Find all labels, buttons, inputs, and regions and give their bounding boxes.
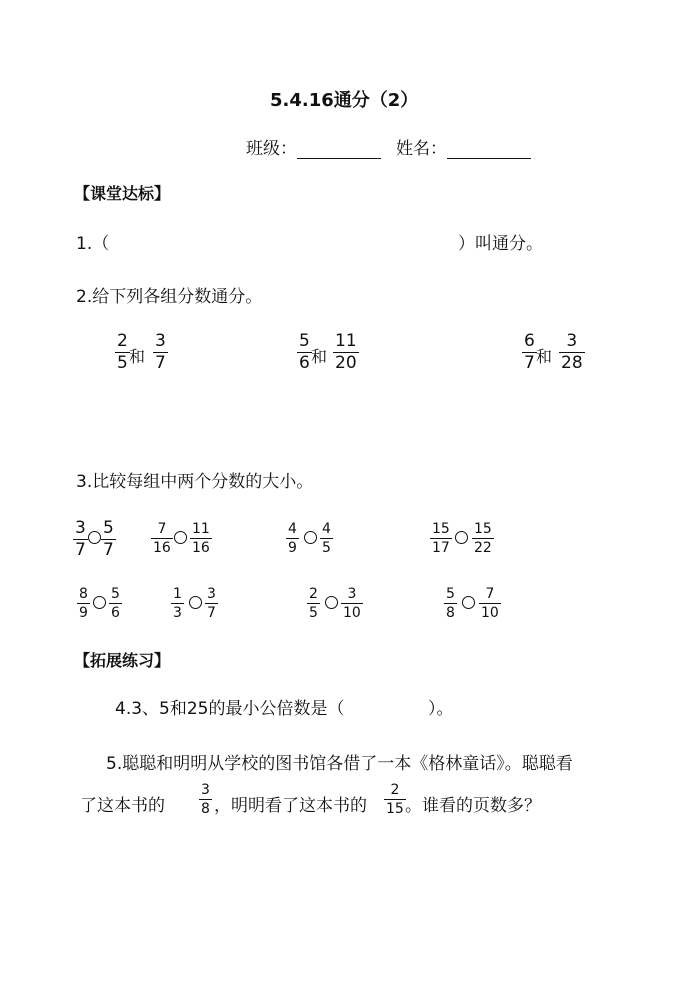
q1-prefix: 1.（ — [76, 234, 110, 254]
fraction: 5 8 — [446, 586, 455, 621]
compare-circle[interactable] — [455, 531, 468, 544]
name-field — [396, 134, 531, 159]
q4-text-after: ）。 — [428, 699, 454, 719]
section-heading-extension: 【拓展练习】 — [74, 651, 171, 670]
class-blank[interactable] — [297, 140, 381, 159]
fraction: 3 7 — [75, 518, 86, 560]
fraction: 2 15 — [386, 782, 404, 817]
q4-answer-blank[interactable] — [372, 691, 426, 713]
section-heading-classroom: 【课堂达标】 — [74, 184, 171, 203]
name-blank[interactable] — [447, 140, 531, 159]
fraction: 5 6 — [299, 331, 310, 373]
fraction: 15 17 — [432, 521, 450, 556]
fraction: 6 7 — [524, 331, 535, 373]
q5-line-1: 5.聪聪和明明从学校的图书馆各借了一本《格林童话》。聪聪看 — [106, 754, 573, 774]
q4-text-before: 4.3、5和25的最小公倍数是（ — [115, 699, 345, 719]
fraction: 3 7 — [155, 331, 166, 373]
fraction: 2 5 — [117, 331, 128, 373]
q1-answer-blank[interactable] — [116, 226, 456, 248]
fraction: 1 3 — [173, 586, 182, 621]
fraction: 8 9 — [79, 586, 88, 621]
compare-circle[interactable] — [325, 596, 338, 609]
compare-circle[interactable] — [304, 531, 317, 544]
fraction: 4 9 — [288, 521, 297, 556]
fraction: 7 16 — [153, 521, 171, 556]
compare-circle[interactable] — [462, 596, 475, 609]
compare-circle[interactable] — [189, 596, 202, 609]
q5-line-2-middle: ，明明看了这本书的 — [214, 796, 367, 816]
and-word: 和 — [129, 347, 146, 366]
name-label: 姓名： — [396, 139, 447, 159]
fraction: 15 22 — [474, 521, 492, 556]
compare-circle[interactable] — [88, 531, 101, 544]
q5-line-2-start: 了这本书的 — [80, 796, 165, 816]
fraction: 3 10 — [343, 586, 361, 621]
and-word: 和 — [311, 347, 328, 366]
fraction: 3 8 — [201, 782, 210, 817]
compare-circle[interactable] — [93, 596, 106, 609]
fraction: 3 28 — [561, 331, 583, 373]
fraction: 3 7 — [207, 586, 216, 621]
fraction: 5 6 — [111, 586, 120, 621]
and-word: 和 — [536, 347, 553, 366]
fraction: 7 10 — [481, 586, 499, 621]
q3-prompt: 3.比较每组中两个分数的大小。 — [76, 472, 314, 492]
q1-suffix: ）叫通分。 — [458, 234, 543, 254]
fraction: 4 5 — [322, 521, 331, 556]
fraction: 2 5 — [309, 586, 318, 621]
q5-line-2-end: 。谁看的页数多？ — [405, 796, 541, 816]
page-title: 5.4.16通分（2） — [270, 90, 419, 111]
compare-circle[interactable] — [174, 531, 187, 544]
fraction: 11 16 — [192, 521, 210, 556]
q2-prompt: 2.给下列各组分数通分。 — [76, 287, 263, 307]
fraction: 5 7 — [103, 518, 114, 560]
class-label: 班级： — [246, 139, 297, 159]
fraction: 11 20 — [335, 331, 357, 373]
class-field — [246, 134, 381, 159]
